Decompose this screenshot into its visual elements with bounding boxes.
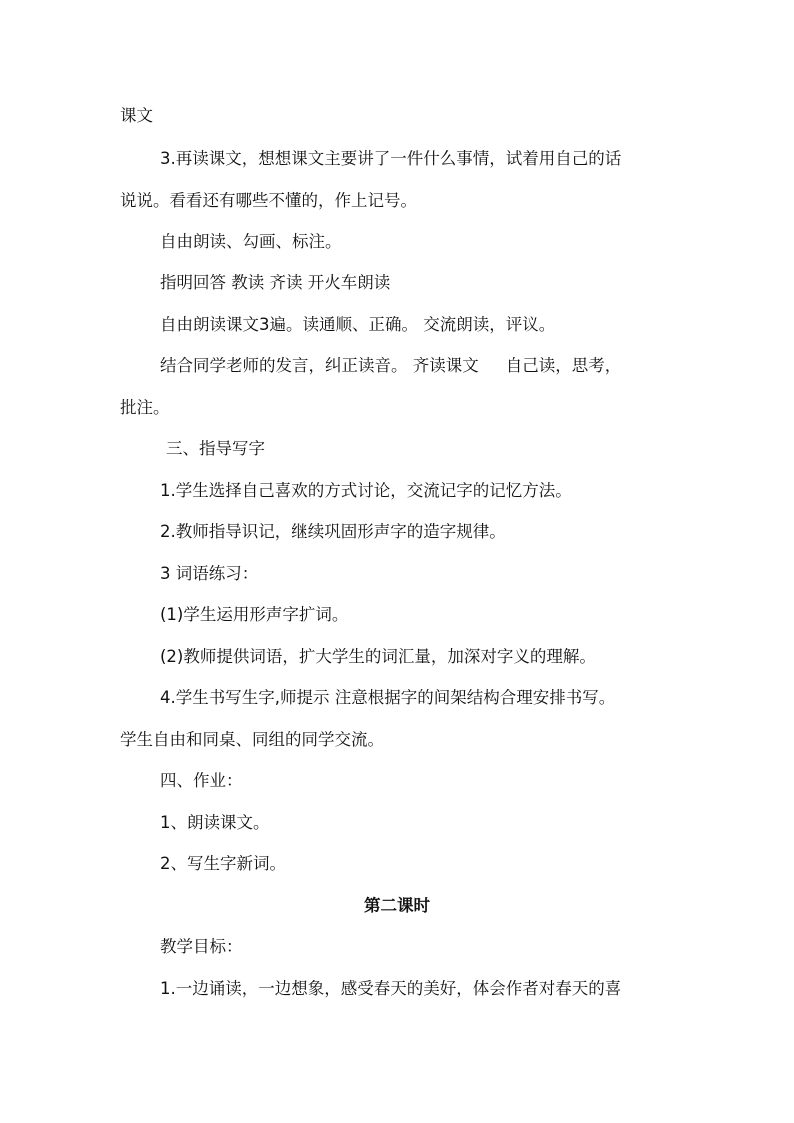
text-line-3: 说说。看看还有哪些不懂的，作上记号。 (120, 191, 417, 210)
text-line-15: 4.学生书写生字,师提示 注意根据字的间架结构合理安排书写。 (160, 688, 616, 707)
text-line-16: 学生自由和同桌、同组的同学交流。 (120, 730, 384, 749)
text-line-14: (2)教师提供词语，扩大学生的词汇量，加深对字义的理解。 (160, 647, 596, 666)
text-line-19: 2、写生字新词。 (160, 854, 286, 873)
text-line-2: 3.再读课文，想想课文主要讲了一件什么事情，试着用自己的话 (160, 149, 622, 168)
text-line-22: 1.一边诵读，一边想象，感受春天的美好，体会作者对春天的喜 (160, 979, 622, 998)
text-line-7: 结合同学老师的发言，纠正读音。 齐读课文 自己读，思考， (160, 356, 622, 375)
text-line-6: 自由朗读课文3遍。读通顺、正确。 交流朗读，评议。 (160, 315, 556, 334)
section-heading-homework: 四、作业： (160, 771, 243, 790)
text-line-8: 批注。 (120, 398, 170, 417)
lesson-title: 第二课时 (364, 896, 430, 915)
text-line-11: 2.教师指导识记，继续巩固形声字的造字规律。 (160, 522, 506, 541)
text-line-5: 指明回答 教读 齐读 开火车朗读 (160, 273, 391, 292)
text-line-1: 课文 (120, 106, 153, 125)
section-heading-writing: 三、指导写字 (166, 439, 265, 458)
text-line-10: 1.学生选择自己喜欢的方式讨论，交流记字的记忆方法。 (160, 481, 572, 500)
text-line-13: (1)学生运用形声字扩词。 (160, 605, 349, 624)
text-line-12: 3 词语练习： (160, 564, 259, 583)
text-line-21: 教学目标： (160, 937, 243, 956)
text-line-4: 自由朗读、勾画、标注。 (160, 232, 342, 251)
text-line-18: 1、朗读课文。 (160, 813, 270, 832)
